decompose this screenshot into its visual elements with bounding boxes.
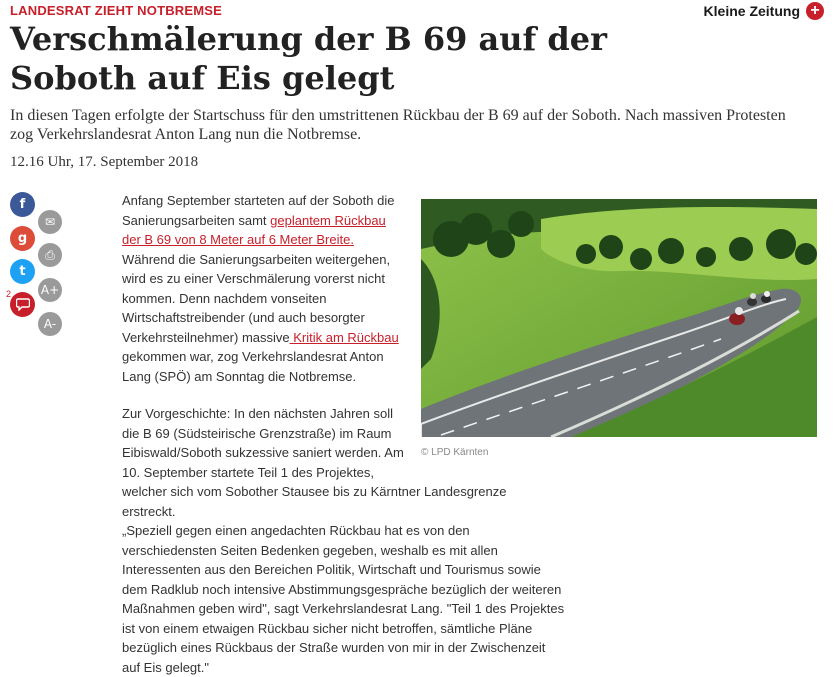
paragraph-1-text-c: gekommen war, zog Verkehrslandesrat Anton Lang (SPÖ) am Sonntag die Notbremse. [122, 349, 384, 384]
photo-caption: © LPD Kärnten [421, 447, 489, 458]
twitter-icon: t [19, 264, 26, 279]
article-date: 12.16 Uhr, 17. September 2018 [10, 154, 199, 170]
comments-count: 2 [6, 289, 12, 299]
comments-button[interactable] [10, 292, 35, 317]
article-photo[interactable] [421, 199, 817, 437]
plus-icon: + [806, 2, 824, 20]
article-paragraph-2 [122, 404, 562, 521]
twitter-share-button[interactable] [10, 259, 35, 284]
google-plus-share-button[interactable] [10, 226, 35, 251]
print-button[interactable] [38, 243, 62, 267]
article-kicker: LANDESRAT ZIEHT NOTBREMSE [10, 3, 223, 18]
brand-name: Kleine Zeitung [703, 3, 800, 19]
google-plus-icon: g [17, 231, 28, 246]
paragraph-2-line: Eibiswald/Soboth sukzessive saniert werden. Am [122, 445, 404, 460]
paragraph-2-line: die B 69 (Südsteirische Grenzstraße) im Raum [122, 425, 392, 441]
comment-bubble-icon [16, 298, 30, 311]
paragraph-1-text-a: Anfang September starteten auf der Soboth die Sanierungsarbeiten samt [122, 193, 395, 228]
paragraph-2-line: 10. September startete Teil 1 des Projektes, [122, 464, 374, 480]
road-motorcycles-image [421, 199, 817, 437]
mail-icon: ✉ [44, 215, 56, 229]
ruckbau-plan-link[interactable]: geplantem Rückbau der B 69 von 8 Meter auf 6 Meter Breite. [122, 212, 386, 247]
font-increase-icon: A+ [40, 283, 60, 297]
facebook-icon: f [19, 197, 26, 212]
paragraph-2-line: welcher sich vom Sobother Stausee bis zu Kärntner Landesgrenze erstreckt. [122, 484, 507, 519]
font-increase-button[interactable] [38, 278, 62, 302]
font-decrease-button[interactable] [38, 312, 62, 336]
font-decrease-icon: A- [43, 317, 57, 331]
article-lead: In diesen Tagen erfolgte der Startschuss für den umstrittenen Rückbau der B 69 auf der Soboth. Nach massiven Protesten zog Verkehrslandesrat Anton Lang nun die Notbremse. [10, 107, 786, 143]
article-headline: Verschmälerung der B 69 auf der Soboth auf Eis gelegt [10, 20, 607, 97]
kritik-am-ruckbau-link[interactable]: Kritik am Rückbau [289, 329, 399, 345]
paragraph-1-text-b: Während die Sanierungsarbeiten weitergehen, wird es zu einer Verschmälerung vorerst nicht kommen. Denn nachdem vonseiten Wirtschaftstreibender (und auch besorgter Verkehrsteilnehmer) massive [122, 251, 391, 345]
mail-button[interactable] [38, 210, 62, 234]
facebook-share-button[interactable] [10, 192, 35, 217]
article-paragraph-1 [122, 191, 404, 386]
brand-logo[interactable] [704, 2, 824, 20]
paragraph-2-line: Zur Vorgeschichte: In den nächsten Jahren soll [122, 406, 393, 421]
print-icon: ⎙ [45, 247, 55, 262]
article-paragraph-3: „Speziell gegen einen angedachten Rückbau hat es von den verschiedensten Seiten Bedenken gegeben, weshalb es mit allen Interessenten aus den Bereichen Politik, Wirtschaft und Tourismus sowie dem Radklub noch intensive Abstimmungsgespräche bezüglich der weiteren Maßnahmen geben wird", sagt Verkehrslandesrat Lang. "Teil 1 des Projektes ist von einem etwaigen Rückbau sicher nicht betroffen, sämtliche Pläne bezüglich eines Rückbaus der Straße wurden von mir in der Zwischenzeit auf Eis gelegt." [122, 523, 565, 675]
